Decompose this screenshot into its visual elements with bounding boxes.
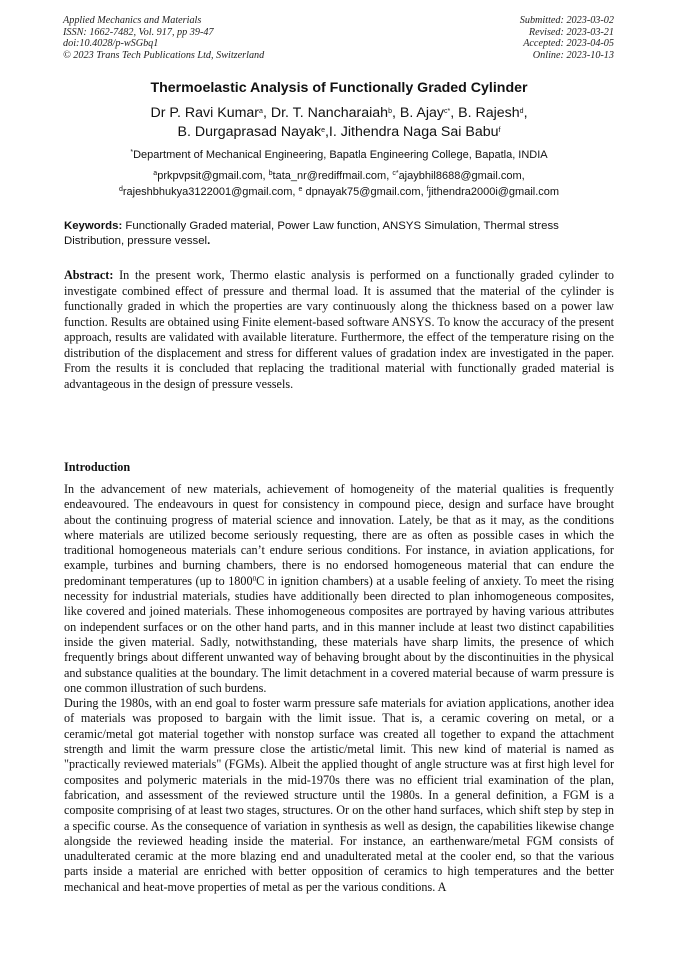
dates-header [520, 15, 614, 61]
affiliation-text: Department of Mechanical Engineering, Bapatla Engineering College, Bapatla, INDIA [133, 149, 548, 161]
author-superscript: b [388, 108, 392, 115]
author-name: , Dr. T. Nancharaiah [262, 105, 389, 121]
email-superscript: b [268, 170, 273, 177]
email-link[interactable]: ajaybhil8688@gmail.com, [398, 170, 525, 182]
introduction-body [64, 482, 614, 895]
email-superscript: c* [392, 170, 399, 177]
email-link[interactable]: tata_nr@rediffmail.com, [272, 170, 393, 182]
affiliation-superscript: * [130, 149, 134, 156]
affiliation [0, 149, 678, 161]
paper-title: Thermoelastic Analysis of Functionally Graded Cylinder [150, 80, 528, 96]
abstract-label: Abstract: [64, 268, 114, 282]
abstract-text: In the present work, Thermo elastic analysis is performed on a functionally graded cylinder to investigate combined effect of pressure and thermal load. It is assumed that the material of the cylinder is functionally graded in which the properties are vary continuously along the thickness based on a power law function. Results are obtained using Finite element-based software ANSYS. To know the accuracy of the present approach, results are validated with available literature. Furthermore, the effect of the temperature rising on the distribution of the displacement and stress for different values of gradation index are investigated in the paper. From the results it is concluded that replacing the traditional material with functionally graded material is advantageous in the design of pressure vessels. [64, 268, 614, 391]
journal-name: Applied Mechanics and Materials [63, 15, 202, 26]
author-list [0, 104, 678, 142]
keywords-end: . [207, 235, 211, 247]
keywords [64, 219, 614, 249]
issn-line: ISSN: 1662-7482, Vol. 917, pp 39-47 [63, 26, 214, 38]
author-superscript: c* [444, 108, 451, 115]
email-superscript: e [298, 185, 303, 193]
author-superscript: e [321, 127, 325, 134]
email-link[interactable]: rajeshbhukya3122001@gmail.com, [122, 185, 299, 198]
author-name: Dr P. Ravi Kumar [150, 105, 260, 121]
email-link[interactable]: prkpvpsit@gmail.com, [157, 170, 269, 182]
author-name: B. Durgaprasad Nayak [177, 124, 322, 140]
keywords-label: Keywords: [64, 220, 123, 232]
author-superscript: a [259, 108, 263, 115]
keywords-text: Functionally Graded material, Power Law function, ANSYS Simulation, Thermal stress Distribution, pressure vessel [64, 220, 559, 247]
email-superscript: d [118, 185, 123, 193]
email-superscript: f [426, 185, 429, 193]
author-line-2 [0, 123, 678, 142]
author-name: ,I. Jithendra Naga Sai Babu [324, 124, 499, 140]
online-date: Online: 2023-10-13 [532, 49, 614, 61]
journal-header [63, 15, 264, 61]
accepted-date: Accepted: 2023-04-05 [523, 38, 614, 49]
email-line-2 [0, 185, 678, 201]
submitted-date: Submitted: 2023-03-02 [519, 15, 614, 26]
email-link[interactable]: jithendra2000i@gmail.com [428, 185, 560, 198]
email-superscript: a [153, 170, 158, 177]
paragraph-text: In the advancement of new materials, achievement of homogeneity of the material qualities is frequently endeavoured. The endeavours in quest for consistency in compound piece, design and surface have brought about the continuing progress of material science and innovation. Lately, be that as it may, as the conditions where materials are utilized become seriously requesting, there are as often as possible cases in which the traditional homogeneous materials can’t endure serious conditions. For instance, in aviation applications, for example, turbines and burning chambers, there is no endorsed homogeneous material that can endure the predominant temperatures (up to 1800 [64, 482, 614, 588]
paragraph-text: C in ignition chambers) at a usable feeling of anxiety. To meet the rising necessity for industrial materials, studies have additionally been directed to plan inhomogeneous composites, like covered and joined materials. These inhomogeneous composites are portrayed by having various attributes on independent surfaces or on the other hand parts, and in this manner include at least two distinct capabilities inside the given material. Sadly, notwithstanding, these materials have sharp limits, the presence of which frequently brings about different unwanted way of behaving brought about by the discontinuities in the physical and substance qualities at the boundary. The limit detachment in a covered material because of warm pressure is one common illustration of such burdens. [64, 573, 614, 695]
doi-line: doi:10.4028/p-wSGbq1 [63, 38, 159, 49]
author-name: , B. Rajesh [450, 105, 520, 121]
email-list [0, 169, 678, 200]
revised-date: Revised: 2023-03-21 [528, 26, 614, 38]
author-line-1: Dr P. Ravi Kumar$^a$, Dr. T. Nancharaiah$^b$, B. Ajay$^{c*}$, B. Rajesh$^d$, [150, 105, 528, 121]
degree-superscript: 0 [252, 574, 257, 583]
email-line-1 [0, 169, 678, 185]
author-superscript: f [498, 127, 501, 134]
author-name: , B. Ajay [391, 105, 445, 121]
paragraph [64, 482, 614, 696]
copyright-line: © 2023 Trans Tech Publications Ltd, Switzerland [63, 49, 265, 61]
author-superscript: d [519, 108, 524, 115]
email-link[interactable]: dpnayak75@gmail.com, [302, 185, 427, 198]
paragraph: During the 1980s, with an end goal to foster warm pressure safe materials for aviation applications, another idea of materials was proposed to bargain with the limit issue. That is, a ceramic covering on metal, or a ceramic/metal got material together with nonstop surface was created all together to expand the attachment strength and limit the warm pressure close the artistic/metal limit. This new kind of material is named as "practically reviewed materials" (FGMs). Albeit the applied thought of angle structure was at first high level for composites and polymeric materials in the mid-1970s there was no efficient trial examination of the plan, fabrication, and assessment of the reviewed structure until the 1980s. In a general definition, a FGM is a composite comprising of at least two stages, structures. Or on the other hand surfaces, which shift step by step in a specific course. As the consequence of variation in synthesis as well as design, the capabilities likewise change alongside the reviewed heading inside the material. For instance, an earthenware/metal FGM consists of unadulterated ceramic at the more blazing end and unadulterated metal at the cooler end, so that the various parts inside a material are enriched with better opposition of ceramics to high temperatures and the better mechanical and heat-move properties of metal as per the various conditions. A [64, 696, 614, 894]
abstract [64, 268, 614, 392]
section-heading-introduction: Introduction [64, 460, 131, 474]
